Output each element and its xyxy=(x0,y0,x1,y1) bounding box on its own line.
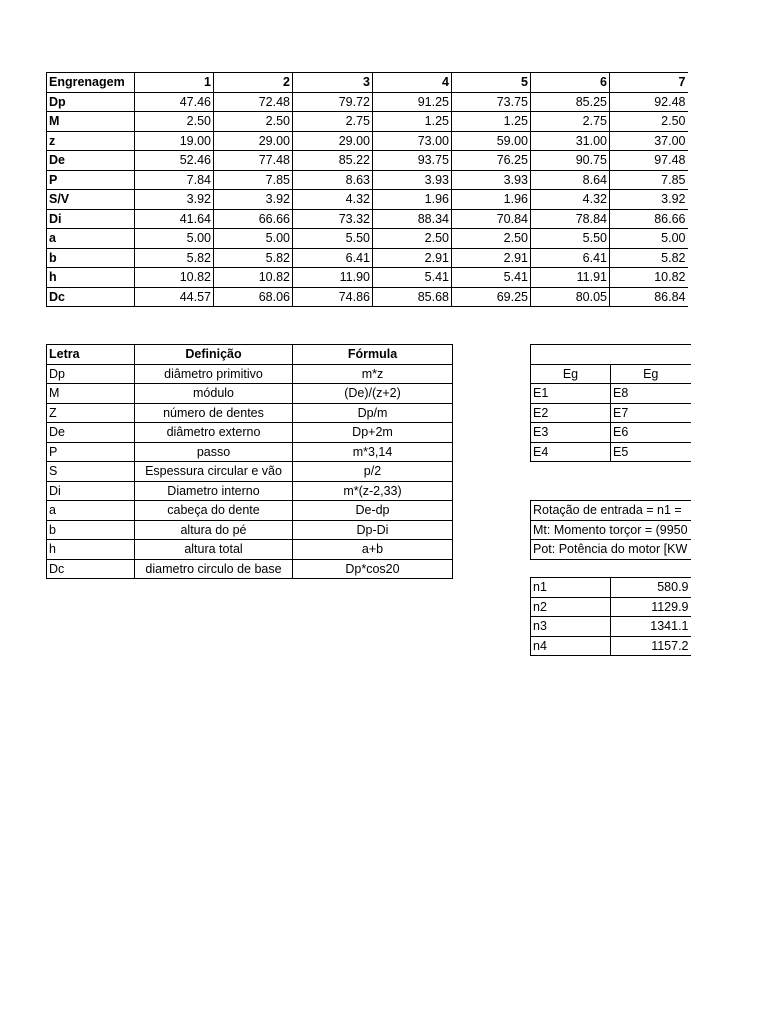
gear-cell: 41.64 xyxy=(135,209,214,229)
definition-letter: S xyxy=(47,462,135,482)
eg-top-row xyxy=(531,345,691,365)
definition-row xyxy=(47,462,453,482)
gear-cell: 85.68 xyxy=(373,287,452,307)
gear-row xyxy=(47,170,688,190)
gear-cell: 52.46 xyxy=(135,151,214,171)
gear-header-row xyxy=(47,73,688,93)
eg-row xyxy=(531,403,691,423)
gear-cell: 6.41 xyxy=(531,248,610,268)
definition-row xyxy=(47,364,453,384)
gear-cell: 19.00 xyxy=(135,131,214,151)
definition-formula: Dp+2m xyxy=(293,423,453,443)
rotation-value: 1129.9 xyxy=(611,597,691,617)
info-text: Mt: Momento torçor = (9950 xyxy=(531,520,691,540)
eg-cell: E7 xyxy=(611,403,691,423)
info-table-body xyxy=(531,501,691,560)
definition-letter: Di xyxy=(47,481,135,501)
definition-formula: (De)/(z+2) xyxy=(293,384,453,404)
gear-cell: 3.92 xyxy=(214,190,293,210)
gear-row-label: M xyxy=(47,112,135,132)
definition-letter: Dc xyxy=(47,559,135,579)
gear-header-col: 1 xyxy=(135,73,214,93)
definition-formula: m*z xyxy=(293,364,453,384)
eg-header-row xyxy=(531,364,691,384)
gear-row xyxy=(47,92,688,112)
definition-row xyxy=(47,501,453,521)
rotation-row xyxy=(531,617,691,637)
gear-cell: 3.93 xyxy=(452,170,531,190)
gear-cell: 2.50 xyxy=(135,112,214,132)
gear-cell: 5.41 xyxy=(452,268,531,288)
gear-row-label: Dp xyxy=(47,92,135,112)
definition-text: altura total xyxy=(135,540,293,560)
info-row xyxy=(531,540,691,560)
rotation-row xyxy=(531,597,691,617)
gear-cell: 68.06 xyxy=(214,287,293,307)
gear-row xyxy=(47,190,688,210)
gear-cell: 1.96 xyxy=(452,190,531,210)
gear-cell: 79.72 xyxy=(293,92,373,112)
gear-row xyxy=(47,287,688,307)
gear-cell: 29.00 xyxy=(214,131,293,151)
gear-row xyxy=(47,112,688,132)
definition-text: passo xyxy=(135,442,293,462)
gear-row xyxy=(47,131,688,151)
gear-cell: 5.41 xyxy=(373,268,452,288)
rotation-label: n3 xyxy=(531,617,611,637)
gear-row xyxy=(47,268,688,288)
gear-cell: 70.84 xyxy=(452,209,531,229)
definition-formula: Dp*cos20 xyxy=(293,559,453,579)
definition-row xyxy=(47,442,453,462)
gear-row-label: b xyxy=(47,248,135,268)
definition-letter: b xyxy=(47,520,135,540)
gear-cell: 69.25 xyxy=(452,287,531,307)
definition-text: Diametro interno xyxy=(135,481,293,501)
eg-cell: E3 xyxy=(531,423,611,443)
gear-cell: 66.66 xyxy=(214,209,293,229)
gear-cell: 74.86 xyxy=(293,287,373,307)
definition-text: módulo xyxy=(135,384,293,404)
eg-cell: E8 xyxy=(611,384,691,404)
rotation-row xyxy=(531,578,691,598)
definition-formula: Dp/m xyxy=(293,403,453,423)
gear-cell: 44.57 xyxy=(135,287,214,307)
gear-cell: 6.41 xyxy=(293,248,373,268)
gear-row-label: z xyxy=(47,131,135,151)
gear-cell: 8.64 xyxy=(531,170,610,190)
eg-cell: E5 xyxy=(611,442,691,462)
eg-header-cell: Eg xyxy=(531,364,611,384)
info-text: Rotação de entrada = n1 = xyxy=(531,501,691,521)
gear-row-label: a xyxy=(47,229,135,249)
definition-text: altura do pé xyxy=(135,520,293,540)
gear-cell: 85.22 xyxy=(293,151,373,171)
definition-text: número de dentes xyxy=(135,403,293,423)
gear-cell: 86.84 xyxy=(610,287,688,307)
gear-cell: 2.50 xyxy=(373,229,452,249)
gear-cell: 11.90 xyxy=(293,268,373,288)
gear-cell: 90.75 xyxy=(531,151,610,171)
gear-cell: 76.25 xyxy=(452,151,531,171)
gear-cell: 72.48 xyxy=(214,92,293,112)
definition-header-row xyxy=(47,345,453,365)
definition-letter: M xyxy=(47,384,135,404)
rotation-value: 1341.1 xyxy=(611,617,691,637)
gear-table xyxy=(46,72,688,307)
definition-row xyxy=(47,520,453,540)
gear-row xyxy=(47,248,688,268)
definition-letter: De xyxy=(47,423,135,443)
definition-letter: h xyxy=(47,540,135,560)
gear-cell: 85.25 xyxy=(531,92,610,112)
rotation-label: n1 xyxy=(531,578,611,598)
gear-cell: 86.66 xyxy=(610,209,688,229)
gear-cell: 2.50 xyxy=(452,229,531,249)
eg-table-body xyxy=(531,384,691,462)
gear-cell: 11.91 xyxy=(531,268,610,288)
definition-formula: m*(z-2,33) xyxy=(293,481,453,501)
gear-cell: 88.34 xyxy=(373,209,452,229)
definition-letter: Z xyxy=(47,403,135,423)
definition-text: Espessura circular e vão xyxy=(135,462,293,482)
rotation-row xyxy=(531,636,691,656)
eg-row xyxy=(531,442,691,462)
gear-header-col: 3 xyxy=(293,73,373,93)
gear-cell: 92.48 xyxy=(610,92,688,112)
eg-top-cell xyxy=(531,345,691,365)
eg-cell: E6 xyxy=(611,423,691,443)
gear-cell: 5.82 xyxy=(214,248,293,268)
gear-cell: 5.00 xyxy=(214,229,293,249)
gear-cell: 10.82 xyxy=(135,268,214,288)
definition-row xyxy=(47,540,453,560)
definition-text: diametro circulo de base xyxy=(135,559,293,579)
gear-cell: 10.82 xyxy=(214,268,293,288)
gear-cell: 4.32 xyxy=(531,190,610,210)
gear-cell: 77.48 xyxy=(214,151,293,171)
info-row xyxy=(531,501,691,521)
gear-header-col: 6 xyxy=(531,73,610,93)
definition-formula: m*3,14 xyxy=(293,442,453,462)
gear-cell: 47.46 xyxy=(135,92,214,112)
gear-header-col: 4 xyxy=(373,73,452,93)
eg-cell: E2 xyxy=(531,403,611,423)
gear-row xyxy=(47,209,688,229)
definition-table-body xyxy=(47,364,453,579)
definition-letter: a xyxy=(47,501,135,521)
definition-text: cabeça do dente xyxy=(135,501,293,521)
gear-cell: 2.75 xyxy=(293,112,373,132)
gear-cell: 37.00 xyxy=(610,131,688,151)
gear-cell: 4.32 xyxy=(293,190,373,210)
gear-cell: 7.85 xyxy=(214,170,293,190)
gear-cell: 5.00 xyxy=(135,229,214,249)
gear-table-body xyxy=(47,92,688,307)
eg-table xyxy=(530,344,691,462)
gear-cell: 80.05 xyxy=(531,287,610,307)
gear-cell: 5.82 xyxy=(135,248,214,268)
definition-formula: Dp-Di xyxy=(293,520,453,540)
definition-header-formula: Fórmula xyxy=(293,345,453,365)
eg-header-cell: Eg xyxy=(611,364,691,384)
gear-cell: 93.75 xyxy=(373,151,452,171)
info-row xyxy=(531,520,691,540)
definition-formula: De-dp xyxy=(293,501,453,521)
gear-cell: 7.84 xyxy=(135,170,214,190)
gear-cell: 91.25 xyxy=(373,92,452,112)
definition-formula: a+b xyxy=(293,540,453,560)
gear-cell: 2.75 xyxy=(531,112,610,132)
gear-cell: 31.00 xyxy=(531,131,610,151)
gear-header-col: 5 xyxy=(452,73,531,93)
gear-row-label: h xyxy=(47,268,135,288)
gear-row xyxy=(47,151,688,171)
definition-row xyxy=(47,423,453,443)
gear-cell: 3.93 xyxy=(373,170,452,190)
eg-row xyxy=(531,423,691,443)
definition-header-letra: Letra xyxy=(47,345,135,365)
gear-cell: 1.25 xyxy=(452,112,531,132)
gear-cell: 2.50 xyxy=(610,112,688,132)
definition-row xyxy=(47,559,453,579)
eg-row xyxy=(531,384,691,404)
gear-cell: 73.75 xyxy=(452,92,531,112)
gear-cell: 73.00 xyxy=(373,131,452,151)
definition-row xyxy=(47,384,453,404)
definition-header-definicao: Definição xyxy=(135,345,293,365)
definition-table xyxy=(46,344,453,579)
definition-text: diâmetro primitivo xyxy=(135,364,293,384)
rotation-label: n2 xyxy=(531,597,611,617)
definition-text: diâmetro externo xyxy=(135,423,293,443)
eg-cell: E4 xyxy=(531,442,611,462)
gear-cell: 59.00 xyxy=(452,131,531,151)
gear-cell: 29.00 xyxy=(293,131,373,151)
gear-row xyxy=(47,229,688,249)
definition-row xyxy=(47,403,453,423)
definition-letter: P xyxy=(47,442,135,462)
rotation-table-body xyxy=(531,578,691,656)
gear-cell: 5.50 xyxy=(531,229,610,249)
rotation-table xyxy=(530,577,691,656)
definition-letter: Dp xyxy=(47,364,135,384)
gear-cell: 2.50 xyxy=(214,112,293,132)
gear-row-label: S/V xyxy=(47,190,135,210)
rotation-value: 1157.2 xyxy=(611,636,691,656)
definition-row xyxy=(47,481,453,501)
definition-formula: p/2 xyxy=(293,462,453,482)
gear-cell: 1.96 xyxy=(373,190,452,210)
info-table xyxy=(530,500,691,560)
gear-cell: 73.32 xyxy=(293,209,373,229)
gear-row-label: Dc xyxy=(47,287,135,307)
gear-cell: 3.92 xyxy=(135,190,214,210)
gear-row-label: De xyxy=(47,151,135,171)
info-text: Pot: Potência do motor [KW xyxy=(531,540,691,560)
gear-cell: 97.48 xyxy=(610,151,688,171)
gear-cell: 78.84 xyxy=(531,209,610,229)
gear-cell: 5.50 xyxy=(293,229,373,249)
gear-cell: 7.85 xyxy=(610,170,688,190)
gear-cell: 1.25 xyxy=(373,112,452,132)
gear-cell: 10.82 xyxy=(610,268,688,288)
gear-header-col: 7 xyxy=(610,73,688,93)
gear-cell: 5.82 xyxy=(610,248,688,268)
gear-row-label: Di xyxy=(47,209,135,229)
gear-header-col: 2 xyxy=(214,73,293,93)
gear-header-label: Engrenagem xyxy=(47,73,135,93)
rotation-value: 580.9 xyxy=(611,578,691,598)
gear-cell: 2.91 xyxy=(373,248,452,268)
rotation-label: n4 xyxy=(531,636,611,656)
gear-cell: 8.63 xyxy=(293,170,373,190)
eg-cell: E1 xyxy=(531,384,611,404)
gear-cell: 3.92 xyxy=(610,190,688,210)
gear-cell: 2.91 xyxy=(452,248,531,268)
gear-cell: 5.00 xyxy=(610,229,688,249)
gear-row-label: P xyxy=(47,170,135,190)
